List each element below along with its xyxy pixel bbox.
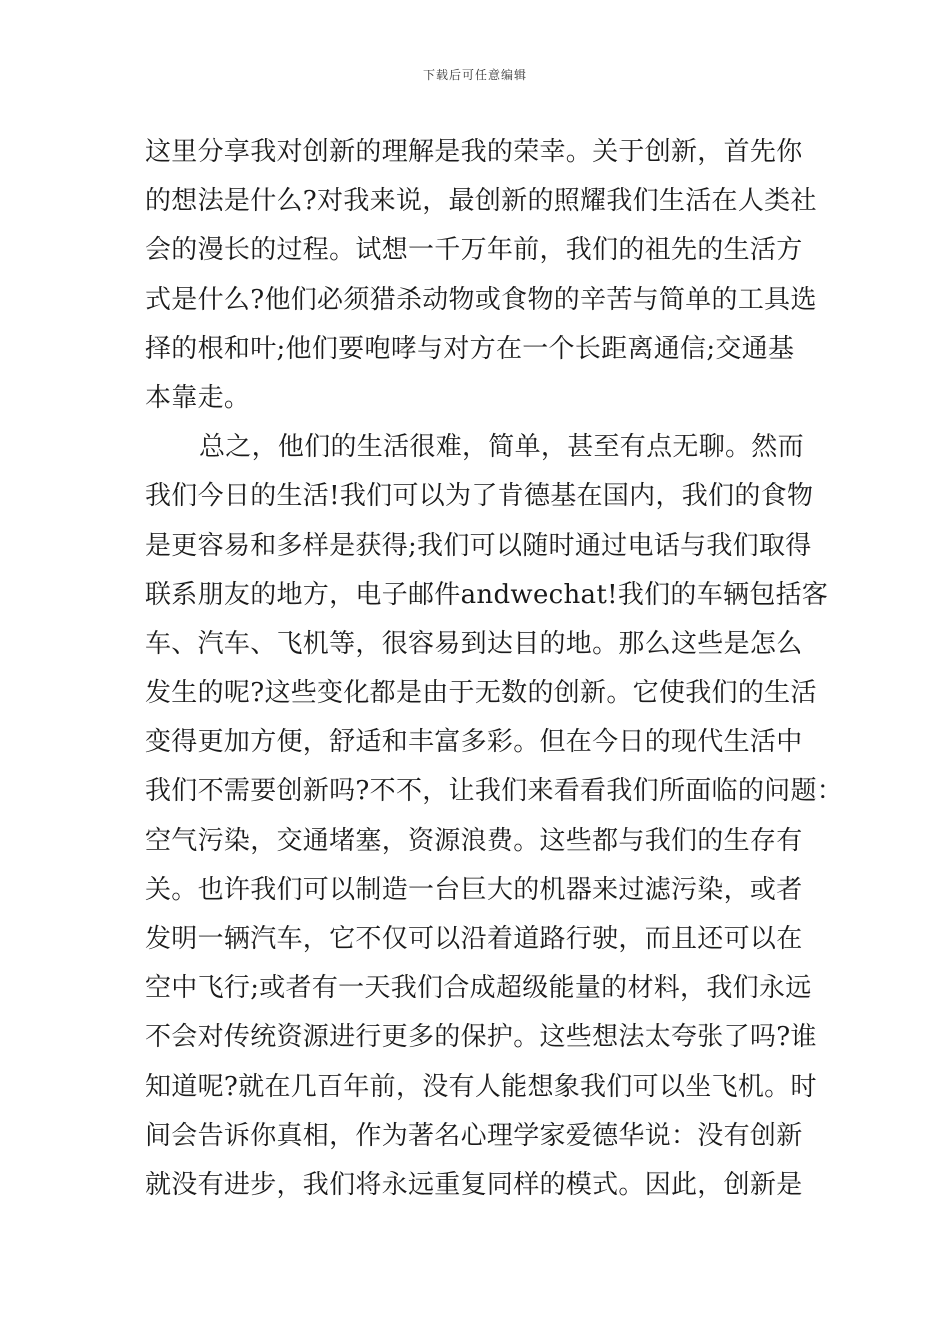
document-body: [145, 128, 844, 1210]
text-line: 我们不需要创新吗?不不，让我们来看看我们所面临的问题：: [145, 776, 844, 807]
text-line: 式是什么?他们必须猎杀动物或食物的辛苦与简单的工具选: [145, 284, 817, 315]
text-line: 的想法是什么?对我来说，最创新的照耀我们生活在人类社: [145, 186, 817, 217]
text-line: 空气污染，交通堵塞，资源浪费。这些都与我们的生存有: [145, 825, 803, 856]
text-line: 知道呢?就在几百年前，没有人能想象我们可以坐飞机。时: [145, 1071, 817, 1102]
text-line: 本靠走。: [145, 382, 251, 413]
text-line: 这里分享我对创新的理解是我的荣幸。关于创新，首先你: [145, 137, 803, 167]
text-line: 是更容易和多样是获得;我们可以随时通过电话与我们取得: [145, 530, 812, 561]
text-line: 发明一辆汽车，它不仅可以沿着道路行驶，而且还可以在: [145, 924, 803, 954]
text-line: 关。也许我们可以制造一台巨大的机器来过滤污染，或者: [145, 874, 803, 905]
text-line: 变得更加方便，舒适和丰富多彩。但在今日的现代生活中: [145, 727, 803, 758]
text-line: 会的漫长的过程。试想一千万年前，我们的祖先的生活方: [145, 235, 803, 266]
text-line: 就没有进步，我们将永远重复同样的模式。因此，创新是: [145, 1169, 803, 1200]
text-line: 发生的呢?这些变化都是由于无数的创新。它使我们的生活: [145, 678, 817, 709]
paragraph-1: [145, 128, 817, 423]
text-line: 不会对传统资源进行更多的保护。这些想法太夸张了吗?谁: [145, 1022, 817, 1053]
text-line: 我们今日的生活!我们可以为了肯德基在国内，我们的食物: [145, 481, 814, 512]
text-line: 总之，他们的生活很难，简单，甚至有点无聊。然而: [199, 432, 804, 463]
text-line: 车、汽车、飞机等，很容易到达目的地。那么这些是怎么: [145, 628, 803, 659]
paragraph-2: [145, 423, 844, 1210]
page-header: 下载后可任意编辑: [422, 68, 527, 82]
text-line: 间会告诉你真相，作为著名心理学家爱德华说：没有创新: [145, 1120, 803, 1151]
text-line: 联系朋友的地方，电子邮件andwechat!我们的车辆包括客: [145, 579, 829, 610]
text-line: 择的根和叶;他们要咆哮与对方在一个长距离通信;交通基: [145, 333, 795, 364]
text-line: 空中飞行;或者有一天我们合成超级能量的材料，我们永远: [145, 973, 812, 1004]
